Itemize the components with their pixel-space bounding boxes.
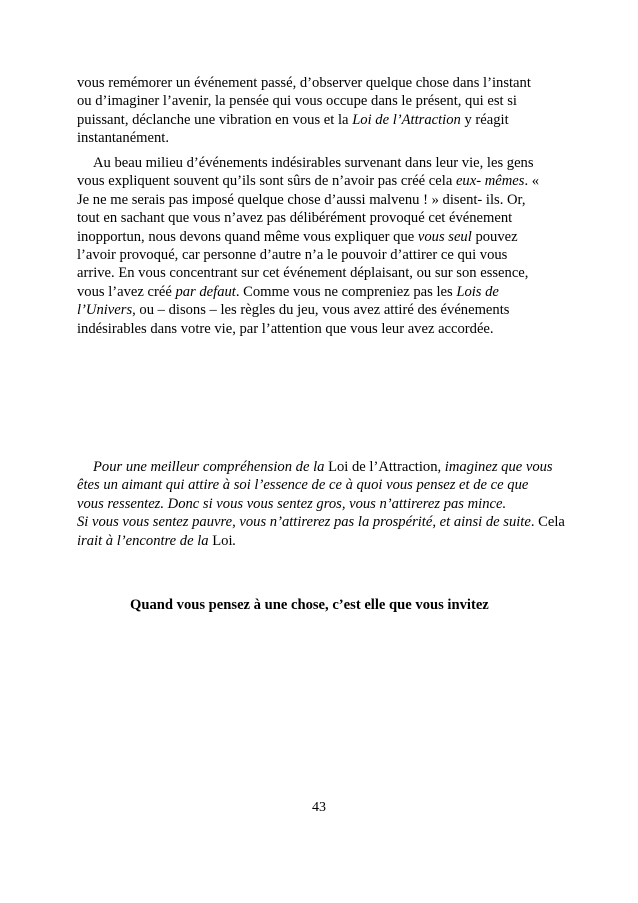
text-line xyxy=(77,129,597,147)
italic-term: l’Univers xyxy=(77,302,133,319)
italic-text: , imaginez que vous xyxy=(437,459,553,475)
italic-text: . xyxy=(232,532,237,549)
text-span: vous expliquent souvent qu’ils sont sûrs de n’avoir pas créé cela xyxy=(77,173,456,190)
text-line xyxy=(77,476,597,494)
paragraph-continuation xyxy=(77,74,597,148)
text-line xyxy=(77,154,597,172)
italic-term: vous seul xyxy=(417,228,472,245)
text-span: . Cela xyxy=(530,514,565,531)
text-line xyxy=(77,172,597,190)
text-line xyxy=(77,111,597,129)
section-heading: Quand vous pensez à une chose, c’est elle que vous invitez xyxy=(130,597,489,613)
text-span: . « xyxy=(524,173,540,190)
text-line xyxy=(77,264,597,282)
text-span: Loi de l’Attraction xyxy=(328,459,438,475)
text-span: , ou – disons – les règles du jeu, vous avez attiré des événements xyxy=(132,302,510,319)
text-span: Je ne me serais pas imposé quelque chose d’aussi malvenu ! » disent- ils. Or, xyxy=(77,191,526,208)
text-span: inopportun, nous devons quand même vous expliquer que xyxy=(77,228,418,245)
text-span: arrive. En vous concentrant sur cet événement déplaisant, ou sur son essence, xyxy=(77,265,529,282)
text-span: instantanément. xyxy=(77,130,169,147)
italic-term: par defaut xyxy=(175,283,236,300)
text-span: indésirables dans votre vie, par l’attention que vous leur avez accordée. xyxy=(77,320,494,337)
text-line xyxy=(77,513,597,531)
text-line xyxy=(77,283,597,301)
text-span: vous l’avez créé xyxy=(77,283,176,300)
italic-text: irait à l’encontre de la xyxy=(77,532,213,549)
italic-text: Pour une meilleur compréhension de la xyxy=(93,459,329,475)
italic-term: Lois de xyxy=(456,283,499,300)
text-line xyxy=(77,74,597,92)
text-span: puissant, déclanche une vibration en vous et la xyxy=(77,111,353,128)
italic-term: Loi de l’Attraction xyxy=(352,111,461,128)
text-span: vous remémorer un événement passé, d’observer quelque chose dans l’instant xyxy=(77,75,531,91)
italic-term: eux- mêmes xyxy=(455,173,525,190)
text-line xyxy=(77,458,597,476)
text-span: . Comme vous ne compreniez pas les xyxy=(235,283,457,300)
text-line xyxy=(77,209,597,227)
text-line xyxy=(77,191,597,209)
text-span: tout en sachant que vous n’avez pas délibérément provoqué cet événement xyxy=(77,210,513,227)
text-span: y réagit xyxy=(460,111,509,128)
italic-text: êtes un aimant qui attire à soi l’essence de ce à quoi vous pensez et de ce que xyxy=(77,477,529,494)
text-line xyxy=(77,532,597,550)
paragraph-undesired-events xyxy=(77,154,597,338)
text-span: pouvez xyxy=(471,228,518,245)
page-number: 43 xyxy=(312,800,326,815)
text-line xyxy=(77,228,597,246)
text-span: l’avoir provoqué, car personne d’autre n’a le pouvoir d’attirer ce qui vous xyxy=(77,247,508,264)
text-line xyxy=(77,301,597,319)
text-line xyxy=(77,495,597,513)
text-line xyxy=(77,246,597,264)
text-span: ou d’imaginer l’avenir, la pensée qui vous occupe dans le présent, qui est si xyxy=(77,93,517,110)
italic-text: Si vous vous sentez pauvre, vous n’attirerez pas la prospérité, et ainsi de suite xyxy=(77,514,531,531)
text-span: Loi xyxy=(212,532,233,549)
text-span: Au beau milieu d’événements indésirables survenant dans leur vie, les gens xyxy=(93,155,534,171)
paragraph-magnet xyxy=(77,458,597,550)
italic-text: vous ressentez. Donc si vous vous sentez gros, vous n’attirerez pas mince. xyxy=(77,495,507,512)
text-line xyxy=(77,92,597,110)
text-line xyxy=(77,320,597,338)
